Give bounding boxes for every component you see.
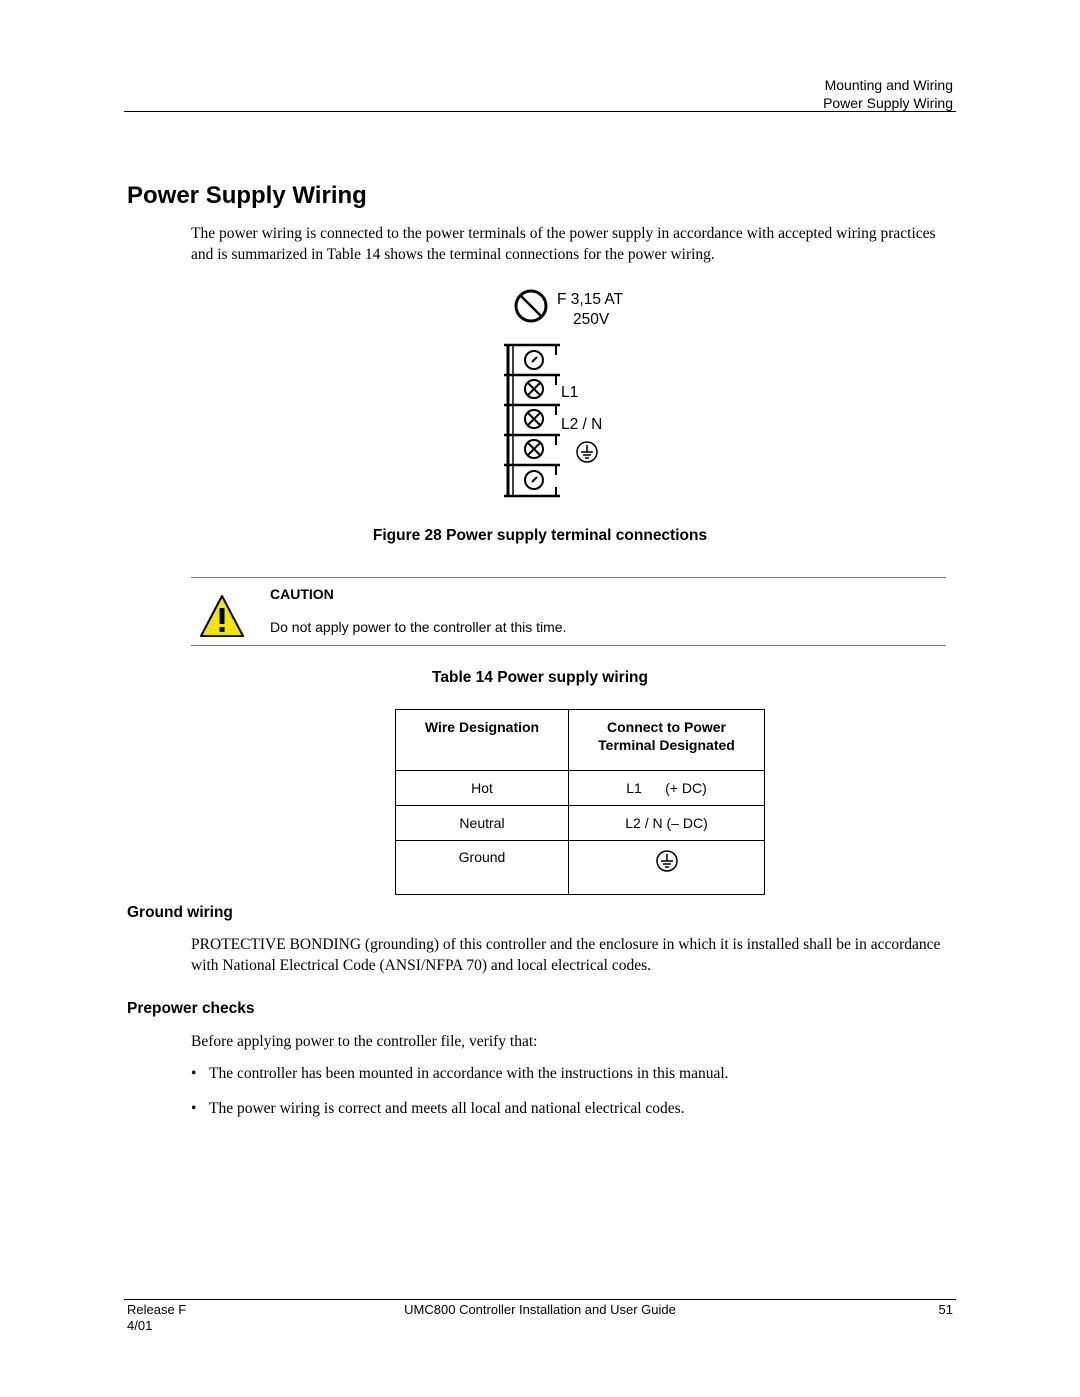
fuse-icon [516,291,546,321]
ground-wiring-heading: Ground wiring [127,904,233,921]
bullet-icon: • [191,1100,197,1117]
prepower-intro: Before applying power to the controller file, verify that: [191,1033,538,1050]
ground-icon [577,442,597,462]
intro-paragraph: The power wiring is connected to the power terminals of the power supply in accordance with accepted wiring practices and is summarized in Table 14 shows the terminal connections for the power wiring. [191,225,936,263]
caution-title: CAUTION [270,586,334,602]
running-header [823,76,953,112]
list-item: • The power wiring is correct and meets all local and national electrical codes. [191,1100,685,1117]
header-rule [124,111,956,112]
table-row [396,771,765,806]
footer-rule [124,1299,956,1300]
column-header-terminal: Connect to Power Terminal Designated [569,710,765,771]
terminal-label-l1: L1 [561,384,579,401]
table-row [396,841,765,895]
terminal-label-l2: L2 / N [561,416,603,433]
fuse-voltage: 250V [573,311,610,328]
cell-terminal: L1 (+ DC) [569,771,765,806]
cell-wire: Neutral [396,806,569,841]
ground-wiring-paragraph: PROTECTIVE BONDING (grounding) of this controller and the enclosure in which it is installed shall be in accordance with National Electrical Code (ANSI/NFPA 70) and local electrical codes. [191,936,941,974]
power-wiring-table [395,709,765,895]
caution-rule-top [191,577,946,578]
cell-terminal [569,841,765,895]
footer-release: Release F 4/01 [127,1302,187,1333]
figure-caption: Figure 28 Power supply terminal connections [372,527,708,544]
caution-text: Do not apply power to the controller at this time. [270,619,567,635]
fuse-rating: F 3,15 AT [557,291,624,308]
table-caption: Table 14 Power supply wiring [432,669,648,686]
header-chapter: Mounting and Wiring [824,77,953,93]
cell-wire: Ground [396,841,569,895]
cell-terminal: L2 / N (– DC) [569,806,765,841]
cell-wire: Hot [396,771,569,806]
column-header-wire: Wire Designation [396,710,569,771]
list-item: • The controller has been mounted in accordance with the instructions in this manual. [191,1065,729,1082]
page-title: Power Supply Wiring [127,182,367,209]
footer-guide-title: UMC800 Controller Installation and User Guide [404,1302,676,1317]
table-header-row [396,710,765,771]
bullet-icon: • [191,1065,197,1082]
warning-icon [199,594,245,638]
table-row [396,806,765,841]
ground-icon [655,849,679,873]
prepower-heading: Prepower checks [127,1000,255,1017]
header-section: Power Supply Wiring [823,95,953,111]
page-number: 51 [938,1302,953,1317]
caution-rule-bottom [191,645,946,646]
